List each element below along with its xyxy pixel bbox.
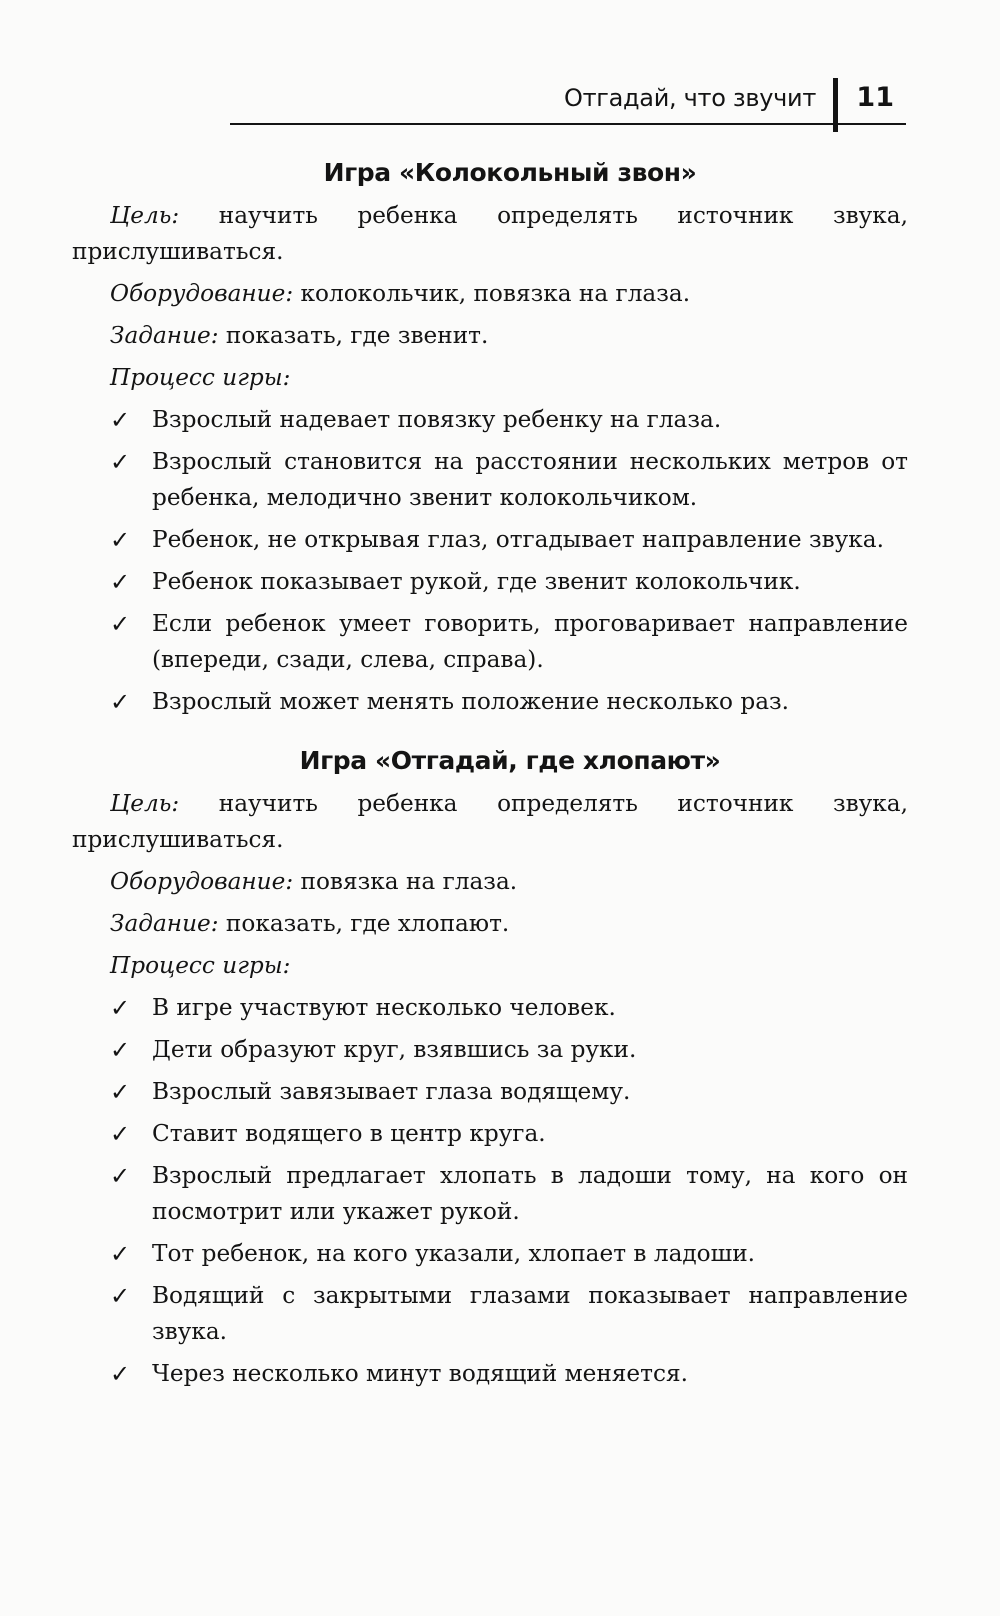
checkmark-icon: ✓ bbox=[110, 448, 131, 476]
goal-label: Цель: bbox=[110, 790, 180, 817]
equipment-paragraph bbox=[72, 864, 908, 900]
step-text: Если ребенок умеет говорить, проговаривает направление (впереди, сзади, слева, справа). bbox=[152, 610, 908, 673]
checkmark-icon: ✓ bbox=[110, 1120, 131, 1148]
list-item bbox=[72, 990, 908, 1026]
list-item bbox=[72, 1116, 908, 1152]
section-clap-game bbox=[72, 740, 908, 1392]
checkmark-icon: ✓ bbox=[110, 1240, 131, 1268]
process-label: Процесс игры: bbox=[110, 364, 291, 391]
section-title: Игра «Колокольный звон» bbox=[323, 158, 697, 187]
process-label: Процесс игры: bbox=[110, 952, 291, 979]
list-item bbox=[72, 606, 908, 678]
equipment-text: повязка на глаза. bbox=[293, 868, 518, 895]
step-text: Тот ребенок, на кого указали, хлопает в ладоши. bbox=[152, 1240, 756, 1267]
step-text: Через несколько минут водящий меняется. bbox=[152, 1360, 688, 1387]
goal-paragraph bbox=[72, 786, 908, 858]
process-paragraph bbox=[72, 360, 908, 396]
task-text: показать, где хлопают. bbox=[218, 910, 510, 937]
step-text: Взрослый может менять положение несколько раз. bbox=[152, 688, 790, 715]
task-paragraph bbox=[72, 318, 908, 354]
list-item bbox=[72, 1278, 908, 1350]
goal-paragraph bbox=[72, 198, 908, 270]
checkmark-icon: ✓ bbox=[110, 1162, 131, 1190]
list-item bbox=[72, 402, 908, 438]
equipment-text: колокольчик, повязка на глаза. bbox=[293, 280, 691, 307]
step-text: Ребенок, не открывая глаз, отгадывает направление звука. bbox=[152, 526, 884, 553]
checkmark-icon: ✓ bbox=[110, 568, 131, 596]
list-item bbox=[72, 522, 908, 558]
page-content bbox=[72, 152, 908, 1398]
header-rule bbox=[230, 123, 906, 125]
checkmark-icon: ✓ bbox=[110, 994, 131, 1022]
task-label: Задание: bbox=[110, 322, 219, 349]
running-header bbox=[230, 78, 906, 130]
page-number: 11 bbox=[856, 82, 894, 113]
step-text: Взрослый становится на расстоянии нескольких метров от ребенка, мелодично звенит колокольчиком. bbox=[152, 448, 908, 511]
step-text: Взрослый завязывает глаза водящему. bbox=[152, 1078, 631, 1105]
equipment-label: Оборудование: bbox=[110, 280, 294, 307]
checkmark-icon: ✓ bbox=[110, 610, 131, 638]
task-label: Задание: bbox=[110, 910, 219, 937]
list-item bbox=[72, 1158, 908, 1230]
header-title: Отгадай, что звучит bbox=[564, 84, 816, 112]
goal-text: научить ребенка определять источник звука, прислушиваться. bbox=[72, 790, 908, 853]
list-item bbox=[72, 1356, 908, 1392]
checkmark-icon: ✓ bbox=[110, 1282, 131, 1310]
list-item bbox=[72, 1236, 908, 1272]
steps-list bbox=[72, 990, 908, 1392]
section-bell-game bbox=[72, 152, 908, 720]
checkmark-icon: ✓ bbox=[110, 1360, 131, 1388]
step-text: Ребенок показывает рукой, где звенит колокольчик. bbox=[152, 568, 801, 595]
goal-label: Цель: bbox=[110, 202, 180, 229]
step-text: Ставит водящего в центр круга. bbox=[152, 1120, 546, 1147]
list-item bbox=[72, 684, 908, 720]
task-paragraph bbox=[72, 906, 908, 942]
list-item bbox=[72, 1074, 908, 1110]
equipment-paragraph bbox=[72, 276, 908, 312]
step-text: Дети образуют круг, взявшись за руки. bbox=[152, 1036, 637, 1063]
checkmark-icon: ✓ bbox=[110, 406, 131, 434]
list-item bbox=[72, 444, 908, 516]
list-item bbox=[72, 564, 908, 600]
checkmark-icon: ✓ bbox=[110, 688, 131, 716]
section-title: Игра «Отгадай, где хлопают» bbox=[299, 746, 721, 775]
step-text: Взрослый надевает повязку ребенку на глаза. bbox=[152, 406, 722, 433]
step-text: Взрослый предлагает хлопать в ладоши тому, на кого он посмотрит или укажет рукой. bbox=[152, 1162, 908, 1225]
goal-text: научить ребенка определять источник звука, прислушиваться. bbox=[72, 202, 908, 265]
equipment-label: Оборудование: bbox=[110, 868, 294, 895]
list-item bbox=[72, 1032, 908, 1068]
process-paragraph bbox=[72, 948, 908, 984]
section-gap bbox=[72, 726, 908, 740]
task-text: показать, где звенит. bbox=[218, 322, 489, 349]
steps-list bbox=[72, 402, 908, 720]
checkmark-icon: ✓ bbox=[110, 1078, 131, 1106]
checkmark-icon: ✓ bbox=[110, 1036, 131, 1064]
step-text: В игре участвуют несколько человек. bbox=[152, 994, 616, 1021]
checkmark-icon: ✓ bbox=[110, 526, 131, 554]
step-text: Водящий с закрытыми глазами показывает направление звука. bbox=[152, 1282, 908, 1345]
